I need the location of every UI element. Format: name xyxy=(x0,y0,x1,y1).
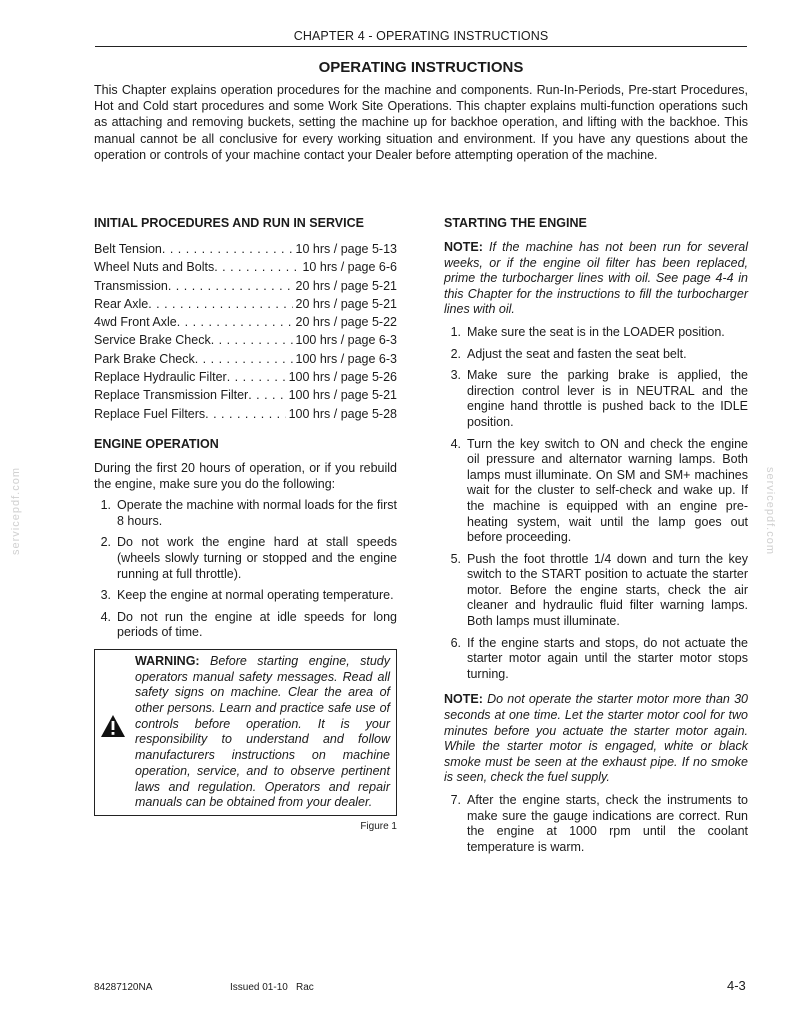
page-number: 4-3 xyxy=(727,978,746,993)
schedule-label: Transmission xyxy=(94,278,168,293)
list-item xyxy=(444,347,748,363)
revision-code: Rac xyxy=(296,982,314,993)
schedule-value: 100 hrs / page 5-28 xyxy=(288,406,397,421)
schedule-label: Replace Fuel Filters xyxy=(94,406,206,421)
step-number: 3. xyxy=(450,368,461,383)
list-item xyxy=(444,368,748,430)
schedule-value: 100 hrs / page 5-21 xyxy=(288,388,397,403)
list-item xyxy=(444,552,748,630)
step-number: 7. xyxy=(450,793,461,807)
warning-text: Before starting engine, study operators manual safety messages. Read all safety signs on machine. Clear the area of other persons. Learn and practice safe use of controls before operation. It is your responsibility to understand and follow manufacturers instructions on machine operation, service, and to observe pertinent laws and regulation. Operators and repair manuals can be obtained from your dealer. xyxy=(135,653,390,810)
step-number: 5. xyxy=(450,551,461,566)
step-number: 1. xyxy=(100,498,111,513)
list-item xyxy=(94,498,397,529)
schedule-label: Replace Hydraulic Filter xyxy=(94,370,227,385)
step-text: Keep the engine at normal operating temperature. xyxy=(117,588,394,603)
schedule-label: Rear Axle xyxy=(94,296,149,311)
issue-date: Issued 01-10 xyxy=(230,982,288,993)
list-item xyxy=(444,325,748,341)
chapter-header: CHAPTER 4 - OPERATING INSTRUCTIONS xyxy=(293,29,549,43)
step-text: Push the foot throttle 1/4 down and turn the key switch to the START position to actuate the starter motor. Before the engine starts, check the air cleaner and hydraulic fluid filter warning lamps. Both lamps must illuminate. xyxy=(467,551,748,629)
schedule-label: 4wd Front Axle xyxy=(94,315,177,330)
schedule-value: 10 hrs / page 5-13 xyxy=(295,242,397,256)
step-number: 4. xyxy=(100,609,111,624)
schedule-label: Wheel Nuts and Bolts xyxy=(94,260,215,275)
schedule-row xyxy=(94,240,397,258)
warning-triangle-icon xyxy=(100,714,126,738)
schedule-label: Park Brake Check xyxy=(94,351,195,366)
starting-steps xyxy=(444,325,748,682)
step-number: 6. xyxy=(450,635,461,650)
left-column xyxy=(94,216,397,835)
part-number: 84287120NA xyxy=(94,982,153,993)
schedule-value: 100 hrs / page 6-3 xyxy=(295,351,397,366)
right-column xyxy=(444,216,748,861)
step-text: Adjust the seat and fasten the seat belt. xyxy=(467,346,687,361)
step-number: 4. xyxy=(450,436,461,451)
initial-procedures-heading: INITIAL PROCEDURES AND RUN IN SERVICE xyxy=(94,216,364,230)
schedule-row xyxy=(94,386,397,404)
step-text: Operate the machine with normal loads for the first 8 hours. xyxy=(117,498,397,528)
schedule-row xyxy=(94,295,397,313)
schedule-row xyxy=(94,350,397,368)
starting-engine-heading: STARTING THE ENGINE xyxy=(444,216,587,230)
schedule-value: 10 hrs / page 6-6 xyxy=(302,260,397,275)
step-number: 2. xyxy=(100,535,111,550)
engine-operation-heading: ENGINE OPERATION xyxy=(94,436,219,451)
note-text: If the machine has not been run for several weeks, or if the engine oil filter has been replaced, prime the turbocharger lines with oil. See page 4-4 in this Chapter for the instructions to fill the turbocharger lines with oil. xyxy=(444,240,748,317)
schedule-label: Belt Tension xyxy=(94,242,162,256)
starting-steps-continued xyxy=(444,793,748,855)
note-paragraph xyxy=(444,692,748,786)
watermark-left: servicepdf.com xyxy=(9,467,22,555)
header-rule xyxy=(95,46,747,47)
schedule-row xyxy=(94,277,397,295)
list-item xyxy=(444,636,748,683)
note-text: Do not operate the starter motor more than 30 seconds at one time. Let the starter motor cool for two minutes before you actuate the starter motor again. While the starter motor is engaged, white or black smoke must be seen at the exhaust pipe. If no smoke is seen, check the fuel supply. xyxy=(444,692,748,785)
schedule-value: 20 hrs / page 5-22 xyxy=(295,315,397,330)
warning-box xyxy=(94,649,397,816)
note-paragraph xyxy=(444,240,748,318)
step-number: 1. xyxy=(450,324,461,339)
step-text: Make sure the seat is in the LOADER position. xyxy=(467,324,725,339)
note-label: NOTE: xyxy=(444,240,483,254)
list-item xyxy=(444,437,748,546)
engine-operation-intro: During the first 20 hours of operation, or if you rebuild the engine, make sure you do the following: xyxy=(94,460,397,491)
warning-label: WARNING: xyxy=(135,653,200,668)
schedule-label: Service Brake Check xyxy=(94,333,211,348)
step-text: If the engine starts and stops, do not actuate the starter motor again until the starter motor stops turning. xyxy=(467,635,748,681)
step-text: After the engine starts, check the instruments to make sure the gauge indications are correct. Run the engine at 1000 rpm until the coolant temperature is warm. xyxy=(467,793,748,854)
watermark-right: servicepdf.com xyxy=(763,467,776,555)
page-title: OPERATING INSTRUCTIONS xyxy=(318,59,524,76)
schedule-label: Replace Transmission Filter xyxy=(94,388,249,403)
figure-caption: Figure 1 xyxy=(360,820,397,832)
schedule-value: 20 hrs / page 5-21 xyxy=(295,278,397,293)
schedule-value: 100 hrs / page 5-26 xyxy=(288,370,397,385)
list-item xyxy=(94,588,397,604)
step-text: Do not run the engine at idle speeds for long periods of time. xyxy=(117,609,397,640)
engine-operation-steps xyxy=(94,498,397,641)
schedule-row xyxy=(94,368,397,386)
schedule-value: 20 hrs / page 5-21 xyxy=(295,296,397,311)
intro-paragraph: This Chapter explains operation procedures for the machine and components. Run-In-Periods, Pre-start Procedures, Hot and Cold start procedures and some Work Site Operations. This chapter explains multi-function operations such as attaching and removing buckets, setting the machine up for backhoe operation, and lifting with the backhoe. This manual cannot be all conclusive for every working situation and environment. If you have any questions about the operation or controls of your machine contact your Dealer before attempting operation of the machine. xyxy=(94,83,748,162)
schedule-value: 100 hrs / page 6-3 xyxy=(295,333,397,348)
list-item xyxy=(94,535,397,582)
list-item xyxy=(444,793,748,855)
step-text: Turn the key switch to ON and check the engine oil pressure and alternator warning lamps. Both lamps must illuminate. On SM and SM+ machines wait for the cluster to self-check and wake up. If the machine is equipped with an engine pre-heating system, wait until the lamp goes out before proceeding. xyxy=(467,436,748,545)
schedule-row xyxy=(94,331,397,349)
note-label: NOTE: xyxy=(444,692,483,707)
schedule-row xyxy=(94,405,397,423)
step-text: Make sure the parking brake is applied, the direction control lever is in NEUTRAL and the engine hand throttle is pushed back to the IDLE position. xyxy=(467,368,748,429)
schedule-row xyxy=(94,313,397,331)
step-number: 3. xyxy=(100,588,111,603)
schedule-row xyxy=(94,258,397,276)
step-text: Do not work the engine hard at stall speeds (wheels slowly turning or stopped and the engine running at full throttle). xyxy=(117,535,397,581)
step-number: 2. xyxy=(450,346,461,361)
list-item xyxy=(94,610,397,641)
run-in-schedule xyxy=(94,240,397,423)
